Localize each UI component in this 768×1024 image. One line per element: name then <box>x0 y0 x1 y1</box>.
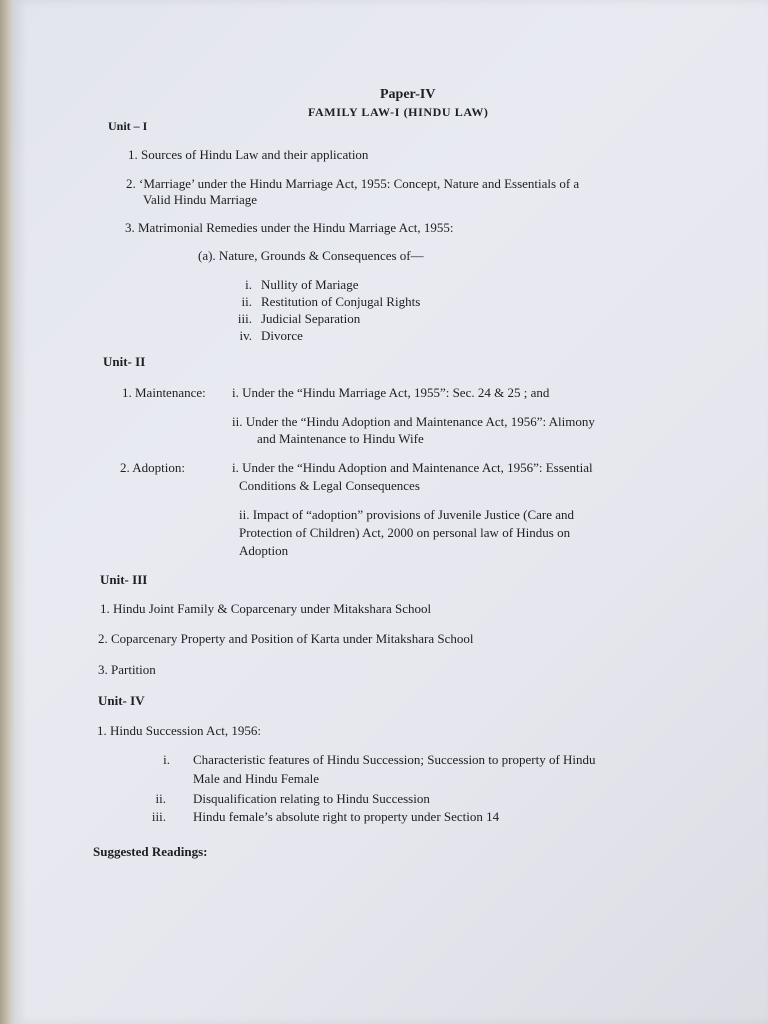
adoption-item-ii-line-1: ii. Impact of “adoption” provisions of Juvenile Justice (Care and <box>239 507 575 522</box>
document-page <box>14 0 768 1024</box>
adoption-item-ii-line-2: Protection of Children) Act, 2000 on personal law of Hindus on <box>239 525 571 540</box>
adoption-item-i-line-1: i. Under the “Hindu Adoption and Maintenance Act, 1956”: Essential <box>232 460 593 475</box>
unit-1-subitem-number: iii. <box>237 311 252 326</box>
maintenance-label: 1. Maintenance: <box>122 385 206 400</box>
unit-1-subitem-text: Restitution of Conjugal Rights <box>261 294 421 309</box>
unit-1-item-2-line-2: Valid Hindu Marriage <box>143 192 258 207</box>
paper-title: FAMILY LAW-I (HINDU LAW) <box>308 105 489 119</box>
unit-1-subitem-number: ii. <box>241 294 252 309</box>
unit-1-item-3: 3. Matrimonial Remedies under the Hindu Marriage Act, 1955: <box>125 220 454 235</box>
unit-4-subitem-i-line-1: Characteristic features of Hindu Succession; Succession to property of Hindu <box>193 752 596 767</box>
adoption-label: 2. Adoption: <box>120 460 186 475</box>
unit-1-subitem-text: Nullity of Mariage <box>261 277 359 292</box>
unit-4-subitem-number: i. <box>163 752 170 767</box>
paper-number: Paper-IV <box>380 87 436 102</box>
unit-3-item: 2. Coparcenary Property and Position of Karta under Mitakshara School <box>98 631 474 646</box>
unit-4-subitem-i-line-2: Male and Hindu Female <box>193 771 319 786</box>
unit-2-heading: Unit- II <box>103 354 146 369</box>
unit-1-item-2-line-1: 2. ‘Marriage’ under the Hindu Marriage Act, 1955: Concept, Nature and Essentials of a <box>126 176 580 191</box>
unit-4-subitem-number: iii. <box>151 809 166 824</box>
maintenance-item-ii-line-2: and Maintenance to Hindu Wife <box>257 431 424 446</box>
unit-3-heading: Unit- III <box>100 572 148 587</box>
maintenance-item-ii-line-1: ii. Under the “Hindu Adoption and Maintenance Act, 1956”: Alimony <box>232 414 595 429</box>
unit-4-item-1: 1. Hindu Succession Act, 1956: <box>97 723 261 738</box>
unit-1-subitem-number: i. <box>245 277 252 292</box>
unit-4-subitem-ii: Disqualification relating to Hindu Succession <box>193 791 430 806</box>
maintenance-item-i: i. Under the “Hindu Marriage Act, 1955”: Sec. 24 & 25 ; and <box>232 385 550 400</box>
unit-1-subitem-number: iv. <box>239 328 252 343</box>
unit-4-heading: Unit- IV <box>98 693 145 708</box>
unit-3-item: 1. Hindu Joint Family & Coparcenary under Mitakshara School <box>100 601 432 616</box>
unit-1-subitem-text: Divorce <box>261 328 303 343</box>
unit-4-subitem-iii: Hindu female’s absolute right to property under Section 14 <box>193 809 500 824</box>
unit-1-heading: Unit – I <box>108 119 148 133</box>
suggested-readings-heading: Suggested Readings: <box>93 844 208 859</box>
unit-4-subitem-number: ii. <box>155 791 166 806</box>
adoption-item-i-line-2: Conditions & Legal Consequences <box>239 478 420 493</box>
unit-1-item-1: 1. Sources of Hindu Law and their application <box>128 147 369 162</box>
adoption-item-ii-line-3: Adoption <box>239 543 289 558</box>
unit-3-item: 3. Partition <box>98 662 156 677</box>
unit-1-sub-a: (a). Nature, Grounds & Consequences of— <box>198 248 424 263</box>
unit-1-subitem-text: Judicial Separation <box>261 311 361 326</box>
